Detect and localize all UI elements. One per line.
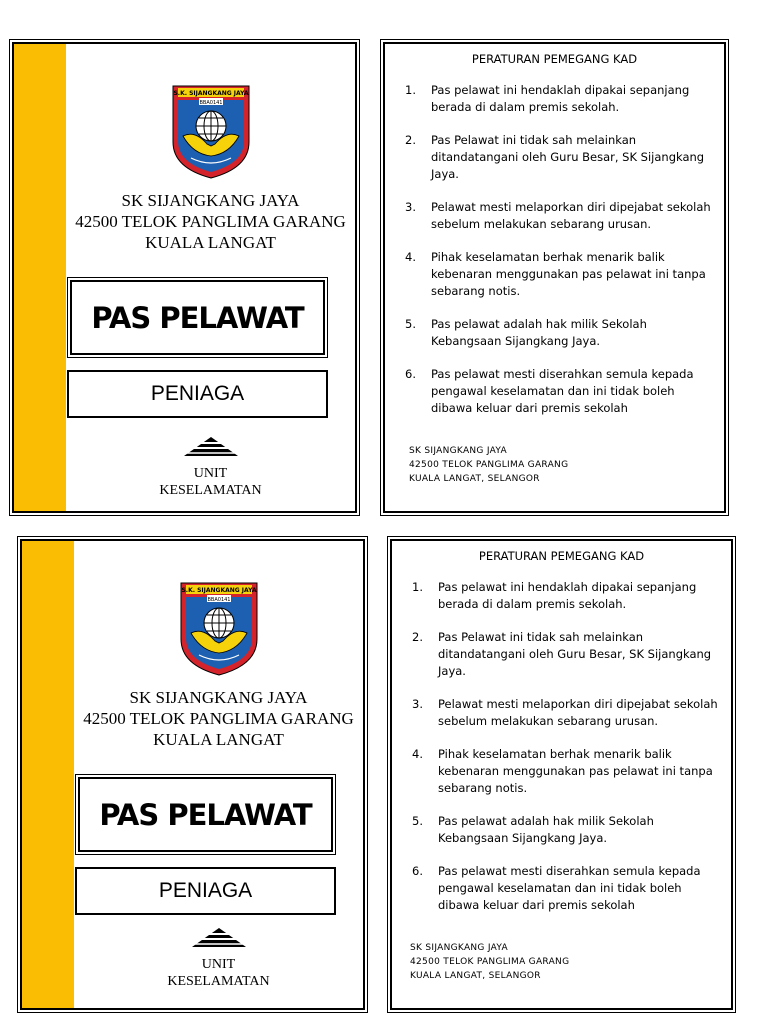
unit-line2: KESELAMATAN: [167, 974, 270, 989]
rule-item: 1. Pas pelawat ini hendaklah dipakai sepanjang berada di dalam premis sekolah.: [412, 580, 697, 611]
rule-item: 2. Pas Pelawat ini tidak sah melainkan ditandatangani oleh Guru Besar, SK Sijangkang Jaya.: [412, 630, 712, 678]
rule-item: 4. Pihak keselamatan berhak menarik balik kebenaran menggunakan pas pelawat ini tanpa sebarang notis.: [412, 747, 713, 795]
school-name-block: [66, 190, 355, 253]
rule-item: 2. Pas Pelawat ini tidak sah melainkan ditandatangani oleh Guru Besar, SK Sijangkang Jaya.: [405, 133, 705, 181]
unit-line1: UNIT: [201, 957, 236, 972]
school-postcode: 42500 TELOK PANGLIMA GARANG: [75, 212, 346, 231]
rules-list: [399, 82, 712, 417]
school-address: SK SIJANGKANG JAYA 42500 TELOK PANGLIMA GARANG KUALA LANGAT, SELANGOR: [409, 446, 569, 484]
front-content: [66, 44, 355, 511]
school-name: SK SIJANGKANG JAYA: [121, 191, 300, 210]
rules-heading: PERATURAN PEMEGANG KAD: [471, 52, 638, 66]
yellow-stripe: [22, 541, 74, 1008]
rule-item: 3. Pelawat mesti melaporkan diri dipejabat sekolah sebelum melakukan sebarang urusan.: [412, 697, 718, 728]
pass-title: PAS PELAWAT: [99, 797, 312, 832]
rule-item: 1. Pas pelawat ini hendaklah dipakai sepanjang berada di dalam premis sekolah.: [405, 83, 690, 114]
unit-triangle-logo: [188, 926, 250, 948]
unit-label: [74, 956, 363, 990]
rules-heading: PERATURAN PEMEGANG KAD: [478, 549, 645, 563]
crest-name-text: S.K. SIJANGKANG JAYA: [172, 90, 249, 97]
school-crest-logo: [179, 581, 259, 677]
unit-line2: KESELAMATAN: [159, 483, 262, 498]
school-postcode: 42500 TELOK PANGLIMA GARANG: [83, 709, 354, 728]
visitor-type: PENIAGA: [150, 382, 245, 405]
visitor-pass-back-1: [383, 42, 726, 513]
school-crest-logo: [171, 84, 251, 180]
front-content: [74, 541, 363, 1008]
visitor-type: PENIAGA: [158, 879, 253, 902]
yellow-stripe: [14, 44, 66, 511]
school-district: KUALA LANGAT: [145, 233, 276, 252]
pass-title: PAS PELAWAT: [91, 300, 304, 335]
crest-code-text: BBA0141: [198, 100, 223, 106]
rule-item: 5. Pas pelawat adalah hak milik Sekolah Kebangsaan Sijangkang Jaya.: [412, 814, 654, 845]
school-district: KUALA LANGAT: [153, 730, 284, 749]
rules-list: [406, 579, 719, 914]
crest-name-text: S.K. SIJANGKANG JAYA: [180, 587, 257, 594]
pass-title-box: [78, 777, 333, 852]
unit-line1: UNIT: [193, 466, 228, 481]
rule-item: 3. Pelawat mesti melaporkan diri dipejabat sekolah sebelum melakukan sebarang urusan.: [405, 200, 711, 231]
unit-label: [66, 465, 355, 499]
rule-item: 6. Pas pelawat mesti diserahkan semula kepada pengawal keselamatan dan ini tidak boleh dibawa keluar dari premis sekolah: [412, 864, 701, 912]
rule-item: 6. Pas pelawat mesti diserahkan semula kepada pengawal keselamatan dan ini tidak boleh dibawa keluar dari premis sekolah: [405, 367, 694, 415]
visitor-type-box: [75, 867, 336, 915]
pass-title-box: [70, 280, 325, 355]
school-name: SK SIJANGKANG JAYA: [129, 688, 308, 707]
visitor-pass-front-2: [20, 539, 365, 1010]
school-address: SK SIJANGKANG JAYA 42500 TELOK PANGLIMA GARANG KUALA LANGAT, SELANGOR: [410, 943, 570, 981]
unit-triangle-logo: [180, 435, 242, 457]
rule-item: 4. Pihak keselamatan berhak menarik balik kebenaran menggunakan pas pelawat ini tanpa sebarang notis.: [405, 250, 706, 298]
rule-item: 5. Pas pelawat adalah hak milik Sekolah Kebangsaan Sijangkang Jaya.: [405, 317, 647, 348]
visitor-type-box: [67, 370, 328, 418]
school-name-block: [74, 687, 363, 750]
visitor-pass-front-1: [12, 42, 357, 513]
crest-code-text: BBA0141: [206, 597, 231, 603]
visitor-pass-back-2: [390, 539, 733, 1010]
